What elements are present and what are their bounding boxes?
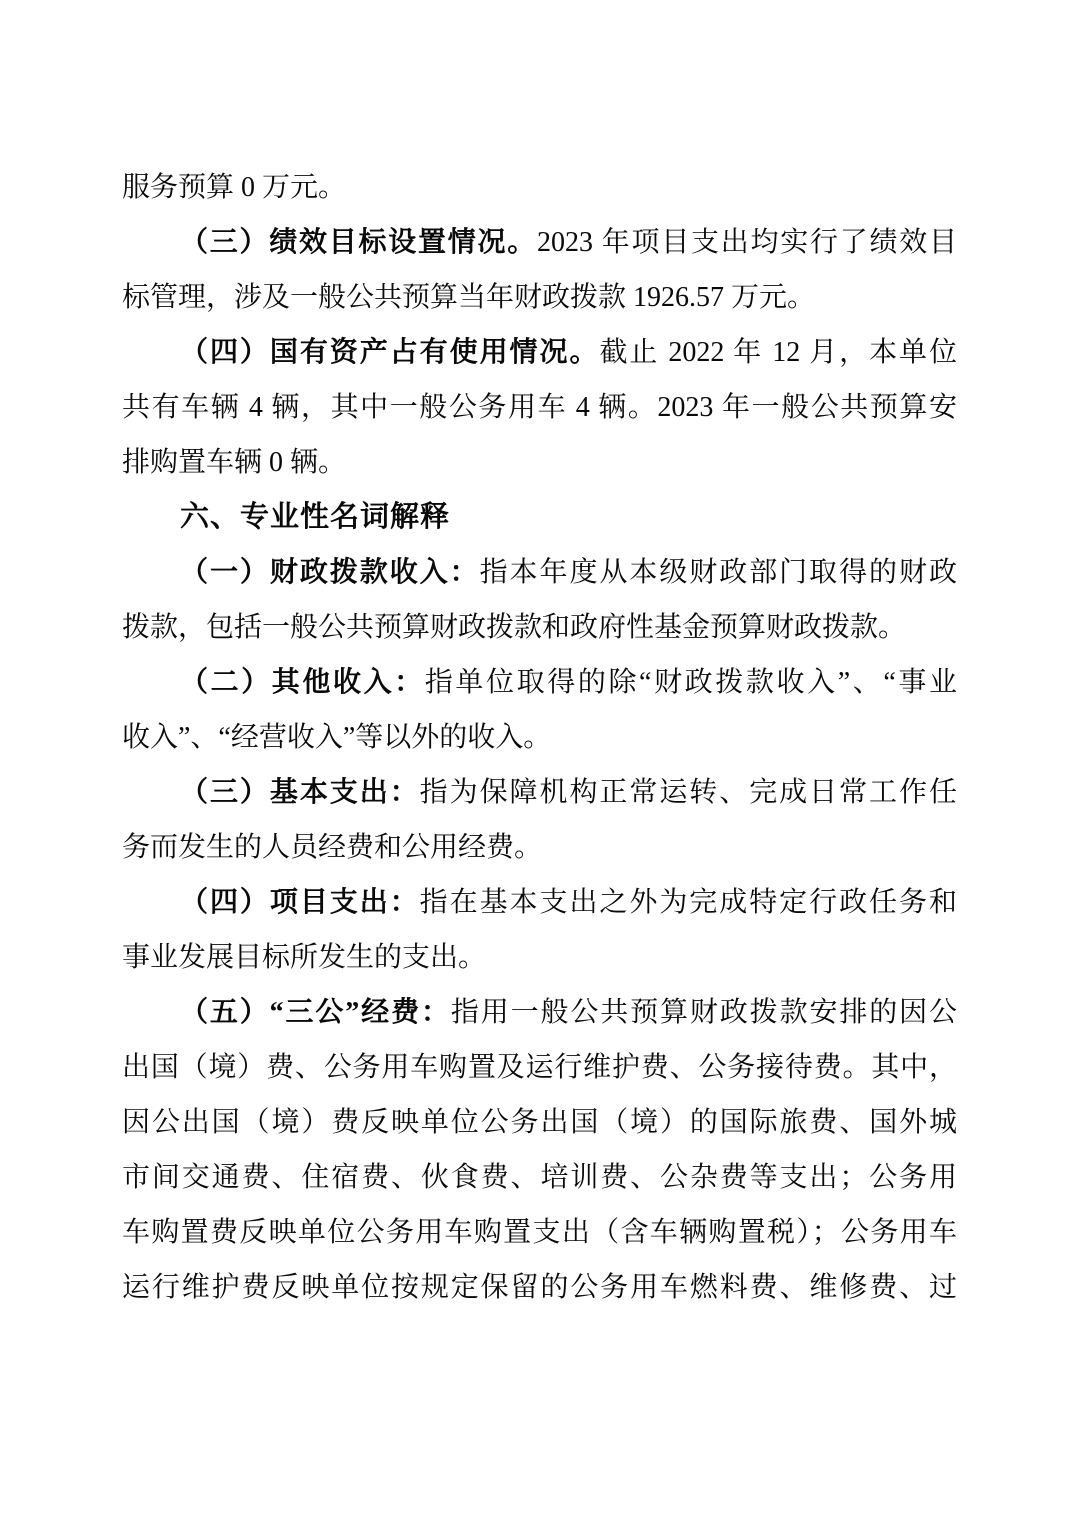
text-line xyxy=(122,215,957,270)
text-line xyxy=(122,1205,957,1260)
text-segment: 指本年度从本级财政部门取得的财政 xyxy=(479,557,957,588)
text-segment: 共有车辆 4 辆，其中一般公务用车 4 辆。2023 年一般公共预算安 xyxy=(122,392,957,423)
text-segment: （三）基本支出： xyxy=(180,777,420,808)
text-segment: 截止 2022 年 12 月，本单位 xyxy=(599,337,957,368)
text-line xyxy=(122,765,957,820)
text-segment: 务而发生的人员经费和公用经费。 xyxy=(122,832,543,863)
text-segment: 收入”、“经营收入”等以外的收入。 xyxy=(122,722,552,753)
text-segment: 服务预算 0 万元。 xyxy=(122,172,347,203)
text-segment: （四）项目支出： xyxy=(180,887,420,918)
text-segment: 指在基本支出之外为完成特定行政任务和 xyxy=(419,887,957,918)
text-line xyxy=(122,875,957,930)
section-heading xyxy=(122,490,957,545)
text-segment: 市间交通费、住宿费、伙食费、培训费、公杂费等支出；公务用 xyxy=(122,1162,957,1193)
text-segment: 因公出国（境）费反映单位公务出国（境）的国际旅费、国外城 xyxy=(122,1107,957,1138)
text-line xyxy=(122,325,957,380)
text-line xyxy=(122,160,957,215)
text-segment: 排购置车辆 0 辆。 xyxy=(122,447,347,478)
text-segment: 事业发展目标所发生的支出。 xyxy=(122,942,487,973)
text-segment: （四）国有资产占有使用情况。 xyxy=(180,337,600,368)
text-line xyxy=(122,820,957,875)
text-line xyxy=(122,1260,957,1315)
text-segment: 拨款，包括一般公共预算财政拨款和政府性基金预算财政拨款。 xyxy=(122,612,907,643)
text-segment: 标管理，涉及一般公共预算当年财政拨款 1926.57 万元。 xyxy=(122,282,816,313)
text-segment: 指为保障机构正常运转、完成日常工作任 xyxy=(419,777,957,808)
text-line xyxy=(122,380,957,435)
text-line xyxy=(122,930,957,985)
text-segment: 2023 年项目支出均实行了绩效目 xyxy=(537,227,957,258)
text-line xyxy=(122,985,957,1040)
text-line xyxy=(122,1040,957,1095)
text-segment: 六、专业性名词解释 xyxy=(180,501,451,533)
text-segment: （一）财政拨款收入： xyxy=(180,557,480,588)
text-segment: 出国（境）费、公务用车购置及运行维护费、公务接待费。其中， xyxy=(122,1052,957,1083)
text-line xyxy=(122,710,957,765)
text-segment: 指用一般公共预算财政拨款安排的因公 xyxy=(450,997,957,1028)
text-segment: （三）绩效目标设置情况。 xyxy=(180,227,537,258)
text-line xyxy=(122,655,957,710)
text-line xyxy=(122,270,957,325)
text-segment: 车购置费反映单位公务用车购置支出（含车辆购置税）；公务用车 xyxy=(122,1217,957,1248)
text-line xyxy=(122,1150,957,1205)
text-segment: 运行维护费反映单位按规定保留的公务用车燃料费、维修费、过 xyxy=(122,1272,957,1303)
text-line xyxy=(122,1095,957,1150)
text-segment: （二）其他收入： xyxy=(180,667,425,698)
text-line xyxy=(122,435,957,490)
text-line xyxy=(122,600,957,655)
text-line xyxy=(122,545,957,600)
text-segment: 指单位取得的除“财政拨款收入”、“事业 xyxy=(424,667,957,698)
text-segment: （五）“三公”经费： xyxy=(180,997,451,1028)
